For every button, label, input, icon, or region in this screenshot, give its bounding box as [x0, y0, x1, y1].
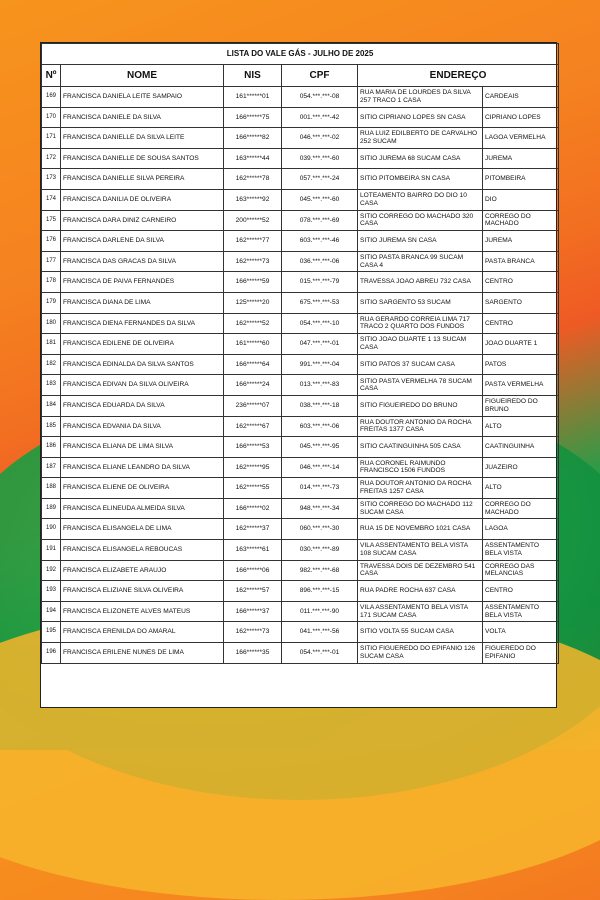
document-page: [40, 42, 557, 708]
person-name: FRANCISCA DIANA DE LIMA: [61, 292, 224, 313]
header-number: Nº: [42, 65, 61, 87]
row-number: 186: [42, 437, 61, 458]
address-street: SITIO CORREGO DO MACHADO 320 CASA: [358, 210, 483, 231]
cpf-value: 045.***.***-60: [282, 189, 358, 210]
cpf-value: 014.***.***-73: [282, 478, 358, 499]
address-street: SITIO CIPRIANO LOPES SN CASA: [358, 107, 483, 128]
table-row: [42, 437, 559, 458]
address-street: RUA CORONEL RAIMUNDO FRANCISCO 1506 FUNDOS: [358, 457, 483, 478]
cpf-value: 045.***.***-95: [282, 437, 358, 458]
table-row: [42, 354, 559, 375]
address-neighborhood: PITOMBEIRA: [483, 169, 559, 190]
address-neighborhood: FIGUEIREDO DO BRUNO: [483, 395, 559, 416]
person-name: FRANCISCA EDINALDA DA SILVA SANTOS: [61, 354, 224, 375]
person-name: FRANCISCA ELINEUDA ALMEIDA SILVA: [61, 498, 224, 519]
nis-value: 162******52: [224, 313, 282, 334]
row-number: 181: [42, 334, 61, 355]
person-name: FRANCISCA EDIVAN DA SILVA OLIVEIRA: [61, 375, 224, 396]
row-number: 176: [42, 231, 61, 252]
address-neighborhood: JOAO DUARTE 1: [483, 334, 559, 355]
person-name: FRANCISCA ELIZABETE ARAUJO: [61, 560, 224, 581]
person-name: FRANCISCA ELISANGELA REBOUCAS: [61, 540, 224, 561]
table-row: [42, 519, 559, 540]
row-number: 169: [42, 87, 61, 108]
table-row: [42, 334, 559, 355]
row-number: 174: [42, 189, 61, 210]
cpf-value: 054.***.***-01: [282, 643, 358, 664]
table-row: [42, 210, 559, 231]
nis-value: 200******52: [224, 210, 282, 231]
cpf-value: 603.***.***-06: [282, 416, 358, 437]
nis-value: 162******78: [224, 169, 282, 190]
row-number: 192: [42, 560, 61, 581]
address-street: SITIO FIGUEIREDO DO BRUNO: [358, 395, 483, 416]
table-row: [42, 581, 559, 602]
table-row: [42, 87, 559, 108]
nis-value: 162******57: [224, 581, 282, 602]
address-street: VILA ASSENTAMENTO BELA VISTA 108 SUCAM CASA: [358, 540, 483, 561]
nis-value: 161******01: [224, 87, 282, 108]
cpf-value: 030.***.***-89: [282, 540, 358, 561]
address-neighborhood: ASSENTAMENTO BELA VISTA: [483, 601, 559, 622]
row-number: 183: [42, 375, 61, 396]
address-neighborhood: CIPRIANO LOPES: [483, 107, 559, 128]
person-name: FRANCISCA DANILIA DE OLIVEIRA: [61, 189, 224, 210]
nis-value: 162******95: [224, 457, 282, 478]
person-name: FRANCISCA EDUARDA DA SILVA: [61, 395, 224, 416]
person-name: FRANCISCA DANIELE DA SILVA: [61, 107, 224, 128]
person-name: FRANCISCA DIENA FERNANDES DA SILVA: [61, 313, 224, 334]
table-row: [42, 189, 559, 210]
address-street: SITIO CORREGO DO MACHADO 112 SUCAM CASA: [358, 498, 483, 519]
cpf-value: 982.***.***-68: [282, 560, 358, 581]
person-name: FRANCISCA EDILENE DE OLIVEIRA: [61, 334, 224, 355]
address-street: TRAVESSA JOAO ABREU 732 CASA: [358, 272, 483, 293]
row-number: 196: [42, 643, 61, 664]
cpf-value: 036.***.***-06: [282, 251, 358, 272]
table-row: [42, 601, 559, 622]
cpf-value: 948.***.***-34: [282, 498, 358, 519]
row-number: 175: [42, 210, 61, 231]
nis-value: 163******44: [224, 148, 282, 169]
nis-value: 166******37: [224, 601, 282, 622]
address-street: LOTEAMENTO BAIRRO DO DIO 10 CASA: [358, 189, 483, 210]
page-title: LISTA DO VALE GÁS - JULHO DE 2025: [42, 44, 559, 65]
nis-value: 166******02: [224, 498, 282, 519]
person-name: FRANCISCA ELIANE LEANDRO DA SILVA: [61, 457, 224, 478]
address-street: SITIO FIGUEREDO DO EPIFANIO 126 SUCAM CASA: [358, 643, 483, 664]
address-street: SITIO JUREMA SN CASA: [358, 231, 483, 252]
address-street: RUA PADRE ROCHA 637 CASA: [358, 581, 483, 602]
row-number: 191: [42, 540, 61, 561]
row-number: 187: [42, 457, 61, 478]
address-street: SITIO JUREMA 68 SUCAM CASA: [358, 148, 483, 169]
table-row: [42, 457, 559, 478]
address-street: RUA DOUTOR ANTONIO DA ROCHA FREITAS 1257 CASA: [358, 478, 483, 499]
address-neighborhood: CORREGO DAS MELANCIAS: [483, 560, 559, 581]
address-neighborhood: LAGOA VERMELHA: [483, 128, 559, 149]
cpf-value: 046.***.***-14: [282, 457, 358, 478]
nis-value: 166******82: [224, 128, 282, 149]
address-street: SITIO PASTA VERMELHA 78 SUCAM CASA: [358, 375, 483, 396]
row-number: 182: [42, 354, 61, 375]
table-row: [42, 395, 559, 416]
address-street: SITIO CAATINGUINHA 505 CASA: [358, 437, 483, 458]
person-name: FRANCISCA ELISANGELA DE LIMA: [61, 519, 224, 540]
row-number: 195: [42, 622, 61, 643]
address-street: SITIO SARGENTO 53 SUCAM: [358, 292, 483, 313]
table-row: [42, 622, 559, 643]
person-name: FRANCISCA DANIELA LEITE SAMPAIO: [61, 87, 224, 108]
cpf-value: 060.***.***-30: [282, 519, 358, 540]
row-number: 184: [42, 395, 61, 416]
address-neighborhood: JUREMA: [483, 148, 559, 169]
row-number: 193: [42, 581, 61, 602]
table-row: [42, 251, 559, 272]
table-row: [42, 313, 559, 334]
person-name: FRANCISCA EDVANIA DA SILVA: [61, 416, 224, 437]
address-neighborhood: CENTRO: [483, 581, 559, 602]
person-name: FRANCISCA ELIENE DE OLIVEIRA: [61, 478, 224, 499]
address-neighborhood: JUREMA: [483, 231, 559, 252]
cpf-value: 991.***.***-04: [282, 354, 358, 375]
cpf-value: 038.***.***-18: [282, 395, 358, 416]
cpf-value: 041.***.***-56: [282, 622, 358, 643]
nis-value: 162******73: [224, 251, 282, 272]
row-number: 194: [42, 601, 61, 622]
row-number: 177: [42, 251, 61, 272]
cpf-value: 011.***.***-90: [282, 601, 358, 622]
row-number: 178: [42, 272, 61, 293]
nis-value: 163******92: [224, 189, 282, 210]
row-number: 185: [42, 416, 61, 437]
table-row: [42, 231, 559, 252]
row-number: 188: [42, 478, 61, 499]
address-neighborhood: CORREGO DO MACHADO: [483, 210, 559, 231]
person-name: FRANCISCA ELIANA DE LIMA SILVA: [61, 437, 224, 458]
cpf-value: 015.***.***-79: [282, 272, 358, 293]
table-row: [42, 643, 559, 664]
address-street: SITIO PITOMBEIRA SN CASA: [358, 169, 483, 190]
address-street: RUA MARIA DE LOURDES DA SILVA 257 TRACO 1 CASA: [358, 87, 483, 108]
person-name: FRANCISCA ELIZIANE SILVA OLIVEIRA: [61, 581, 224, 602]
address-neighborhood: ASSENTAMENTO BELA VISTA: [483, 540, 559, 561]
address-neighborhood: JUAZEIRO: [483, 457, 559, 478]
table-row: [42, 272, 559, 293]
table-row: [42, 375, 559, 396]
table-row: [42, 540, 559, 561]
address-street: RUA LUIZ EDILBERTO DE CARVALHO 252 SUCAM: [358, 128, 483, 149]
header-cpf: CPF: [282, 65, 358, 87]
address-street: SITIO JOAO DUARTE 1 13 SUCAM CASA: [358, 334, 483, 355]
row-number: 180: [42, 313, 61, 334]
header-address: ENDEREÇO: [358, 65, 559, 87]
table-row: [42, 169, 559, 190]
row-number: 171: [42, 128, 61, 149]
row-number: 190: [42, 519, 61, 540]
nis-value: 166******24: [224, 375, 282, 396]
cpf-value: 603.***.***-46: [282, 231, 358, 252]
person-name: FRANCISCA DANIELLE DA SILVA LEITE: [61, 128, 224, 149]
nis-value: 162******67: [224, 416, 282, 437]
beneficiary-table: [41, 43, 559, 664]
nis-value: 162******55: [224, 478, 282, 499]
nis-value: 125******20: [224, 292, 282, 313]
table-row: [42, 128, 559, 149]
address-neighborhood: CARDEAIS: [483, 87, 559, 108]
address-neighborhood: VOLTA: [483, 622, 559, 643]
cpf-value: 001.***.***-42: [282, 107, 358, 128]
address-street: VILA ASSENTAMENTO BELA VISTA 171 SUCAM CASA: [358, 601, 483, 622]
person-name: FRANCISCA DANIELLE DE SOUSA SANTOS: [61, 148, 224, 169]
person-name: FRANCISCA DARA DINIZ CARNEIRO: [61, 210, 224, 231]
table-row: [42, 560, 559, 581]
address-neighborhood: CORREGO DO MACHADO: [483, 498, 559, 519]
address-street: SITIO VOLTA 55 SUCAM CASA: [358, 622, 483, 643]
nis-value: 166******35: [224, 643, 282, 664]
header-name: NOME: [61, 65, 224, 87]
address-neighborhood: SARGENTO: [483, 292, 559, 313]
address-street: RUA GERARDO CORREIA LIMA 717 TRACO 2 QUARTO DOS FUNDOS: [358, 313, 483, 334]
person-name: FRANCISCA DARLENE DA SILVA: [61, 231, 224, 252]
address-street: RUA 15 DE NOVEMBRO 1021 CASA: [358, 519, 483, 540]
cpf-value: 039.***.***-60: [282, 148, 358, 169]
address-neighborhood: ALTO: [483, 416, 559, 437]
header-nis: NIS: [224, 65, 282, 87]
address-street: SITIO PATOS 37 SUCAM CASA: [358, 354, 483, 375]
person-name: FRANCISCA ERENILDA DO AMARAL: [61, 622, 224, 643]
person-name: FRANCISCA ERILENE NUNES DE LIMA: [61, 643, 224, 664]
cpf-value: 078.***.***-69: [282, 210, 358, 231]
address-neighborhood: PASTA VERMELHA: [483, 375, 559, 396]
row-number: 172: [42, 148, 61, 169]
address-neighborhood: CENTRO: [483, 272, 559, 293]
nis-value: 162******37: [224, 519, 282, 540]
row-number: 179: [42, 292, 61, 313]
table-row: [42, 498, 559, 519]
address-neighborhood: LAGOA: [483, 519, 559, 540]
cpf-value: 054.***.***-10: [282, 313, 358, 334]
nis-value: 161******60: [224, 334, 282, 355]
cpf-value: 046.***.***-02: [282, 128, 358, 149]
cpf-value: 896.***.***-15: [282, 581, 358, 602]
address-street: SITIO PASTA BRANCA 99 SUCAM CASA 4: [358, 251, 483, 272]
nis-value: 166******06: [224, 560, 282, 581]
address-neighborhood: CAATINGUINHA: [483, 437, 559, 458]
cpf-value: 013.***.***-83: [282, 375, 358, 396]
nis-value: 236******07: [224, 395, 282, 416]
table-row: [42, 478, 559, 499]
table-row: [42, 292, 559, 313]
address-street: TRAVESSA DOIS DE DEZEMBRO 541 CASA: [358, 560, 483, 581]
person-name: FRANCISCA ELIZONETE ALVES MATEUS: [61, 601, 224, 622]
table-row: [42, 107, 559, 128]
nis-value: 166******59: [224, 272, 282, 293]
nis-value: 166******75: [224, 107, 282, 128]
nis-value: 162******73: [224, 622, 282, 643]
nis-value: 166******53: [224, 437, 282, 458]
address-neighborhood: PASTA BRANCA: [483, 251, 559, 272]
address-street: RUA DOUTOR ANTONIO DA ROCHA FREITAS 1377 CASA: [358, 416, 483, 437]
address-neighborhood: DIO: [483, 189, 559, 210]
cpf-value: 047.***.***-01: [282, 334, 358, 355]
row-number: 189: [42, 498, 61, 519]
person-name: FRANCISCA DAS GRACAS DA SILVA: [61, 251, 224, 272]
row-number: 173: [42, 169, 61, 190]
address-neighborhood: FIGUEREDO DO EPIFANIO: [483, 643, 559, 664]
row-number: 170: [42, 107, 61, 128]
cpf-value: 675.***.***-53: [282, 292, 358, 313]
cpf-value: 054.***.***-08: [282, 87, 358, 108]
address-neighborhood: CENTRO: [483, 313, 559, 334]
person-name: FRANCISCA DE PAIVA FERNANDES: [61, 272, 224, 293]
person-name: FRANCISCA DANIELLE SILVA PEREIRA: [61, 169, 224, 190]
table-row: [42, 148, 559, 169]
nis-value: 162******77: [224, 231, 282, 252]
table-row: [42, 416, 559, 437]
nis-value: 163******61: [224, 540, 282, 561]
address-neighborhood: ALTO: [483, 478, 559, 499]
address-neighborhood: PATOS: [483, 354, 559, 375]
nis-value: 166******64: [224, 354, 282, 375]
cpf-value: 057.***.***-24: [282, 169, 358, 190]
